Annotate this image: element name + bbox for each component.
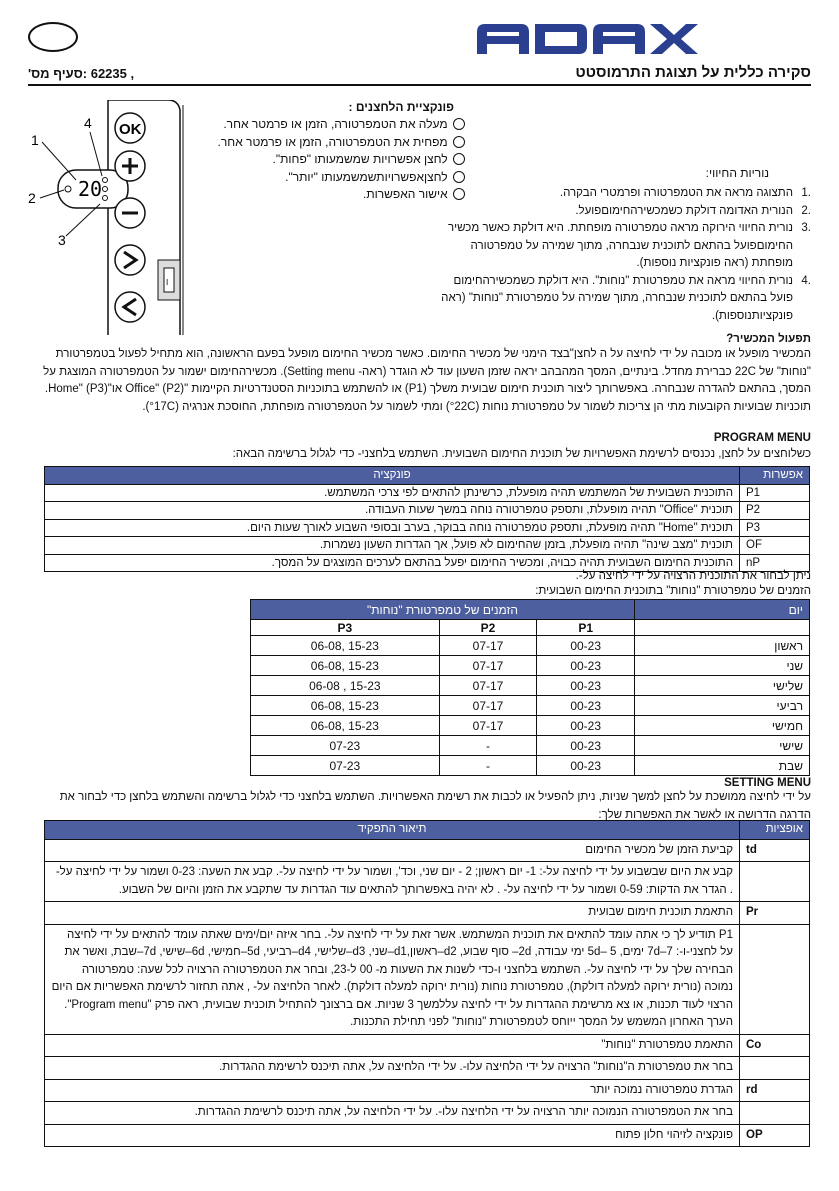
blank-oval-stamp xyxy=(28,22,78,52)
setting-menu-title: SETTING MENU xyxy=(724,777,811,789)
table-row: בחר את טמפרטורת ה"נוחות" הרצויה על ידי הלחיצה עלו-. על ידי הלחיצה על, אתה תיכנס לרשימת ההגדרות. xyxy=(45,1057,810,1080)
header-rule xyxy=(28,84,811,86)
program-note-2: הזמנים של טמפרטורת "נוחות" בתוכנית החימום השבועית: xyxy=(535,585,811,597)
program-menu-title: PROGRAM MENU xyxy=(713,432,811,444)
list-item: .2 הנורית האדומה דולקת כשמכשירהחימוםפועל. xyxy=(575,204,811,217)
table-row: ראשון 00-23 07-17 15-23 ,06-08 xyxy=(251,636,810,656)
col-function: פונקציה xyxy=(45,467,740,485)
list-item: .1 התצוגה מראה את הטמפרטורה ופרמטרי הבקרה. xyxy=(559,187,811,199)
table-row: P1 התוכנית השבועית של המשתמש תהיה מופעלת, כרשינתן להתאים לפי צרכי המשתמש. xyxy=(45,484,810,502)
page-title: סקירה כללית על תצוגת התרמוסטט xyxy=(575,64,811,81)
button-functions-list xyxy=(167,116,467,204)
button-circle-icon xyxy=(453,118,465,130)
table-row: OP פונקציה לזיהוי חלון פתוח xyxy=(45,1124,810,1147)
setting-menu-intro: על ידי לחיצה ממושכת על לחצן למשך שניות, ניתן להפעיל או לכבות את רשימת האפשרויות. השתמש בלחצני כדי לגלול ברשימה והשתמש בלחצן כדי לבחור את הדרגה הדרושה או לאשר את האפשרות שלך: xyxy=(59,791,811,821)
display-temperature: 20 xyxy=(78,177,103,201)
list-item: מפחית את הטמפרטורה, הזמן או פרמטר אחר. xyxy=(167,134,467,152)
button-circle-icon xyxy=(453,136,465,148)
list-item: .3 נורית החיווי הירוקה מראה טמפרטורה מופחתת. היא דולקת כאשר מכשיר החימוםפועל בהתאם לתוכנית שנבחרה, מתוך שמירה על טמפרטורה מופחתת (ראה פונקציות נוספות). xyxy=(448,222,811,269)
adax-logo xyxy=(475,24,700,54)
svg-text:2: 2 xyxy=(28,190,36,206)
list-item: מעלה את הטמפרטורה, הזמן או פרמטר אחר. xyxy=(167,116,467,134)
list-item: אישור האפשרות. xyxy=(167,186,467,204)
list-item: לחצן אפשרויות שמשמעותו "פחות". xyxy=(167,151,467,169)
svg-text:4: 4 xyxy=(84,115,92,131)
program-menu-intro: כשלוחצים על לחצן, נכנסים לרשימת האפשרויות של תוכנית החימום השבועית. השתמש בלחצני- כדי לגלול ברשימה הבאה: xyxy=(232,448,811,460)
table-row: חמישי 00-23 07-17 15-23 ,06-08 xyxy=(251,716,810,736)
svg-text:1: 1 xyxy=(31,132,39,148)
col-description: תיאור התפקיד xyxy=(45,821,740,840)
settings-table xyxy=(44,820,810,1147)
operation-title: תפעול המכשיר? xyxy=(726,333,811,345)
col-option: אפשרות xyxy=(740,467,810,485)
indicator-lights-title: נוריות החיווי: xyxy=(705,166,769,180)
col-option: אופציות xyxy=(740,821,810,840)
table-row: שני 00-23 07-17 15-23 ,06-08 xyxy=(251,656,810,676)
svg-text:3: 3 xyxy=(58,232,66,248)
table-row: P3 תוכנית "Home" תהיה מופעלת, ותספק טמפרטורה נוחה בבוקר, בערב ובסופי השבוע לאורך שעות היום. xyxy=(45,519,810,537)
svg-text:I: I xyxy=(166,278,169,287)
button-circle-icon xyxy=(453,171,465,183)
list-item: .4 נורית החיווי מראה את טמפרטורת "נוחות". היא דולקת כשמכשירהחימום פועל בהתאם לתוכנית שנבחרה, מתוך שמירה על טמפרטורת "נוחות" (ראה פונקציותנוספות). xyxy=(441,274,811,322)
table-row: P2 תוכנית "Office" תהיה מופעלת, ותספק טמפרטורה נוחה במשך שעות העבודה. xyxy=(45,502,810,520)
table-row: Co התאמת טמפרטורת "נוחות" xyxy=(45,1034,810,1057)
table-row: td קביעת הזמן של מכשיר החימום xyxy=(45,839,810,862)
table-row: P1 תודיע לך כי אתה עומד להתאים את תוכנית המשתמש. אשר זאת על ידי לחיצה על-. בחר איזה יום/ימים שאתה עומד להתאים על ידי לחיצה על לחצני-ו-: 7d–7 ימים, 5d– 5 ימי עבודה, 2d– סוף שבוע, d2–ראשון,d1–שני, d3–שלישי, d4–רביעי, 5d–חמישי, 6d–שישי, 7d–שבת, ואשר את הבחירה שלך על ידי לחיצה על-. השתמש בלחצני ו-כדי לשנות את השעות מ- 00 ל-23, ובחר את הטמפרטורה הרצויה לכל שעה: טמפרטורה נמוכה (נורית ירוקה למעלה דולקת), טמפרטורת נוחות (נורית ירוקה למעלה דולקת). לאחר הלחיצה על- , אתה תחזור לרשימת האפשריות אם היום הרצוי לעוד תכנות, או צא מרשימת ההגדרות על ידי לחיצה עללמשך 3 שניות. אם ברצונך להתחיל תוכנית שבועית, ראה פרק "Program menu". הערך האחרון המשמש על המסך ייוחס לטמפרטורת "נוחות" לפני תחילת התכנות. xyxy=(45,924,810,1034)
schedule-table: יום הזמנים של טמפרטורת "נוחות" P1 P2 P3 ראשון 00-23 07-17 15-23 ,06-08 שני 00-23 07-17 15-23 ,06-08 שלישי 00-23 07-17 15-23 , 06-08 רביעי 00-23 07-17 15-23 ,06-08 חמישי 00-23 07-17 15-23 ,06-08 שישי 00-23 - 07-23 שבת 00-23 - 07-23 xyxy=(250,599,810,776)
table-row: nP התוכנית החימום השבועית תהיה כבויה, ומכשיר החימום יפעל בהתאם לערכים המוצגים על המסך. xyxy=(45,554,810,572)
table-row: OF תוכנית "מצב שינה" תהיה מופעלת, בזמן שהחימום לא פועל, אך הגדרות השעון נשמרות. xyxy=(45,537,810,555)
table-row: שלישי 00-23 07-17 15-23 , 06-08 xyxy=(251,676,810,696)
table-row: רביעי 00-23 07-17 15-23 ,06-08 xyxy=(251,696,810,716)
list-item: לחצןאפשרויותשמשמעותו "יותר". xyxy=(167,169,467,187)
program-options-table xyxy=(44,466,810,572)
operation-body: המכשיר מופעל או מכובה על ידי לחיצה על ה לחצן"בצד הימני של מכשיר החימום. כאשר מכשיר החימום מופעל בפעם הראשונה, הוא מתחיל לפעול בטמפרטורת "נוחות" של 22C כברירת מחדל. בינתיים, המסך המהבהב יראה שזמן השעון עוד לא הוגדר (ראה- Setting menu). מכשירהחימום ישמור על הטמפרטורה המוצגת על המסך, בהתאם להגדרה שנבחרה. באפשרותך ליצור תוכנית חימום שבועית משלך (P1) או להשתמש בתוכניות הסטנדרטיות הקיימות "Office" (P2) או"Home" (P3). תוכניות שבועיות הקובעות מתי הן צריכות לשמור על טמפרטורת נוחות (22C°) ומתי לשמור על הטמפרטורה מופחתת, החוסכת אנרגיה (17C°). xyxy=(43,348,811,413)
button-functions-title: פונקציית הלחצנים : xyxy=(348,100,454,114)
table-row: בחר את הטמפרטורה הנמוכה יותר הרצויה על ידי הלחיצה עלו-. על ידי הלחיצה על, אתה תיכנס לרשימת ההגדרות. xyxy=(45,1102,810,1125)
table-row: Pr התאמת תוכנית חימום שבועית xyxy=(45,902,810,925)
col-day: יום xyxy=(635,600,810,620)
table-row: שישי 00-23 - 07-23 xyxy=(251,736,810,756)
table-row: rd הגדרת טמפרטורה נמוכה יותר xyxy=(45,1079,810,1102)
button-circle-icon xyxy=(453,153,465,165)
table-row: קבע את היום שבשבוע על ידי לחיצה על-: 1- יום ראשון; 2 - יום שני, וכד', ושמור על ידי לחיצה על-. קבע את השעה: 0-23 ושמור על ידי לחיצה על- . הגדר את הדקות: 0-59 ושמור על ידי לחיצה על- . לא יהיה באפשרותך להתאים עוד הגדרות עד שתקבע את הזמן והיום של השבוע. xyxy=(45,862,810,902)
col-times: הזמנים של טמפרטורת "נוחות" xyxy=(251,600,635,620)
section-number: , 62235 :סעיף מס' xyxy=(28,66,135,81)
svg-text:OK: OK xyxy=(119,121,142,138)
table-row: שבת 00-23 - 07-23 xyxy=(251,756,810,776)
program-note-1: ניתן לבחור את התוכנית הרצויה על ידי לחיצה על-. xyxy=(575,570,811,582)
indicator-lights-list xyxy=(441,185,811,325)
